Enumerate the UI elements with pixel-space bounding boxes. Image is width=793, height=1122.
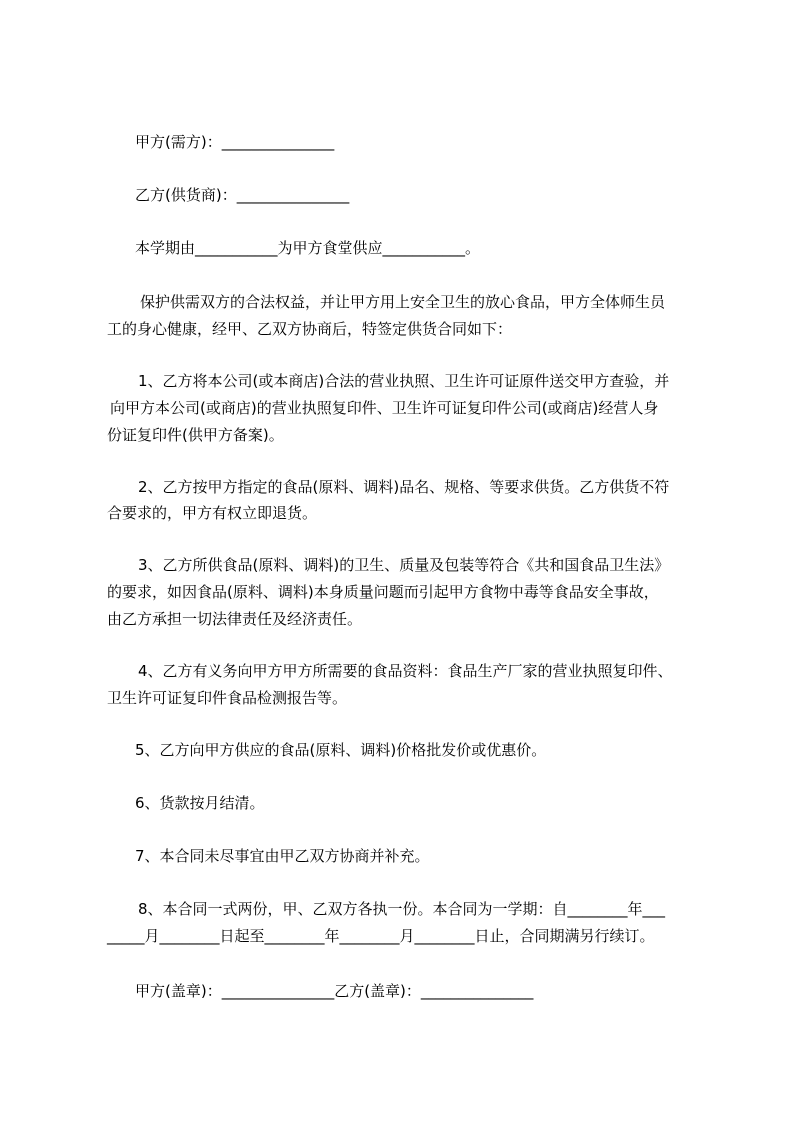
clause-7-line-1: 7、本合同未尽事宜由甲乙双方协商并补充。 <box>135 847 430 865</box>
clause-5-line-1: 5、乙方向甲方供应的食品(原料、调料)价格批发价或优惠价。 <box>135 741 547 759</box>
clause-6-line-1: 6、货款按月结清。 <box>135 794 265 812</box>
intro-line-2: 工的身心健康，经甲、乙双方协商后，特签定供货合同如下： <box>107 320 513 338</box>
clause-3-line-2: 的要求，如因食品(原料、调料)本身质量问题而引起甲方食物中毒等食品安全事故， <box>107 583 659 601</box>
party-a-line: 甲方(需方)：_______________ <box>135 133 335 151</box>
clause-1-line-2: 向甲方本公司(或商店)的营业执照复印件、卫生许可证复印件公司(或商店)经营人身 <box>110 399 659 417</box>
clause-8-line-2: _____月________日起至________年________月________日止，合同期满另行续订。 <box>107 927 655 945</box>
intro-line-1: 保护供需双方的合法权益，并让甲方用上安全卫生的放心食品，甲方全体师生员 <box>140 293 666 311</box>
clause-4-line-1: 4、乙方有义务向甲方甲方所需要的食品资料：食品生产厂家的营业执照复印件、 <box>138 662 673 680</box>
clause-4-line-2: 卫生许可证复印件食品检测报告等。 <box>107 689 348 707</box>
clause-1-line-3: 份证复印件(供甲方备案)。 <box>107 426 284 444</box>
clause-2-line-2: 合要求的，甲方有权立即退货。 <box>107 504 318 522</box>
semester-supply-line: 本学期由___________为甲方食堂供应___________。 <box>135 239 481 257</box>
clause-2-line-1: 2、乙方按甲方指定的食品(原料、调料)品名、规格、等要求供货。乙方供货不符 <box>138 478 670 496</box>
clause-3-line-3: 由乙方承担一切法律责任及经济责任。 <box>107 610 363 628</box>
party-b-line: 乙方(供货商)：_______________ <box>135 186 350 204</box>
clause-8-line-1: 8、本合同一式两份，甲、乙双方各执一份。本合同为一学期：自________年___ <box>138 900 666 918</box>
clause-1-line-1: 1、乙方将本公司(或本商店)合法的营业执照、卫生许可证原件送交甲方查验，并 <box>138 372 670 390</box>
clause-3-line-1: 3、乙方所供食品(原料、调料)的卫生、质量及包装等符合《共和国食品卫生法》 <box>138 556 670 574</box>
signatures-line: 甲方(盖章)：_______________乙方(盖章)：_______________ <box>135 982 534 1000</box>
